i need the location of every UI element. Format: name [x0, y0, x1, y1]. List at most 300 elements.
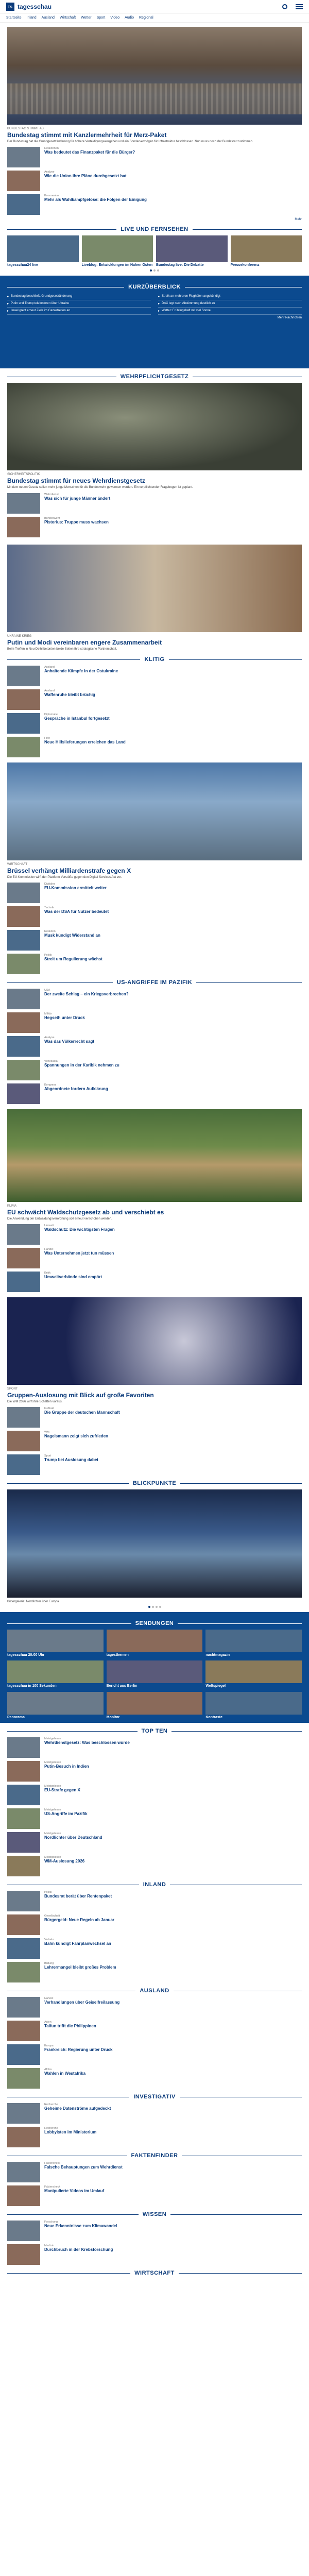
article-headline[interactable]: Hegseth unter Druck — [44, 1015, 85, 1020]
article-headline[interactable]: Die Gruppe der deutschen Mannschaft — [44, 1410, 120, 1415]
list-item[interactable] — [7, 1891, 302, 1911]
live-thumb[interactable] — [231, 235, 302, 262]
article-headline[interactable]: Taifun trifft die Philippinen — [44, 2024, 96, 2029]
article-kicker: Recherche — [44, 2103, 58, 2107]
brand-name[interactable]: tagesschau — [18, 3, 52, 10]
list-item[interactable] — [7, 1832, 302, 1853]
article-text — [44, 883, 302, 903]
nav-item[interactable]: Wetter — [81, 16, 92, 20]
list-item[interactable] — [7, 1431, 302, 1451]
article-thumb[interactable] — [7, 1891, 40, 1911]
article-thumb[interactable] — [7, 147, 40, 167]
show-thumb[interactable] — [205, 1660, 302, 1683]
article-kicker: Kritik — [44, 1271, 51, 1275]
article-thumb[interactable] — [7, 737, 40, 757]
article-thumb[interactable] — [7, 906, 40, 927]
list-item[interactable] — [7, 2221, 302, 2241]
show-title[interactable]: nachtmagazin — [205, 1653, 230, 1657]
article-kicker: Bundeswehr — [44, 516, 60, 520]
show-title[interactable]: tagesschau 20:00 Uhr — [7, 1653, 45, 1657]
show-card[interactable] — [7, 1660, 104, 1688]
article-thumb[interactable] — [7, 954, 40, 974]
article-text — [44, 1224, 302, 1245]
show-card[interactable] — [7, 1630, 104, 1657]
article-text — [44, 1248, 302, 1268]
bullet-icon: ▸ — [7, 310, 9, 313]
article-text — [44, 1737, 302, 1758]
list-item[interactable] — [7, 883, 302, 903]
article-thumb[interactable] — [7, 2162, 40, 2182]
article-thumb[interactable] — [7, 2068, 40, 2089]
briefing-section: KURZÜBERBLICK ▸ Bundestag beschließt Grundgesetzänderung ▸ Putin und Trump telefonieren über Ukraine ▸ Israel greift erneut Ziele im Gazastreifen an ▸ Streik an mehreren Flughäfen angekündigt ▸ DAX legt nach Abstimmung deutlich zu ▸ Wetter: Frühlingshaft mit viel Sonne Mehr Nachrichten — [0, 276, 309, 368]
article-kicker: Asien — [44, 2021, 52, 2024]
article-headline[interactable]: Nagelsmann zeigt sich zufrieden — [44, 1433, 109, 1438]
article-text — [44, 666, 302, 686]
article-headline[interactable]: Bundesrat berät über Rentenpaket — [44, 1894, 112, 1899]
article-kicker: Analyse — [44, 171, 55, 174]
article-headline[interactable]: Geheime Datenströme aufgedeckt — [44, 2106, 111, 2111]
briefing-more-link[interactable]: Mehr Nachrichten — [277, 316, 302, 320]
briefing-item-text[interactable]: Bundestag beschließt Grundgesetzänderung — [11, 295, 73, 298]
article-kicker: Meistgelesen — [44, 1856, 61, 1859]
article-headline[interactable]: US-Angriffe im Pazifik — [44, 1811, 88, 1817]
article-thumb[interactable] — [7, 1083, 40, 1104]
article-text — [44, 1808, 302, 1829]
article-thumb[interactable] — [7, 1808, 40, 1829]
list-item[interactable] — [7, 1761, 302, 1782]
article-thumb[interactable] — [7, 1962, 40, 1982]
article-headline[interactable]: Neue Hilfslieferungen erreichen das Land — [44, 739, 126, 744]
briefing-item[interactable] — [7, 300, 151, 308]
list-item[interactable] — [7, 2021, 302, 2041]
lead-headline[interactable]: Bundestag stimmt mit Kanzlermehrheit für Merz-Paket — [7, 131, 167, 139]
lead-kicker: BUNDESTAG STIMMT AB — [7, 127, 44, 130]
article-headline[interactable]: EU-Kommission ermittelt weiter — [44, 885, 107, 890]
article-kicker: Venezuela — [44, 1059, 58, 1063]
article-headline[interactable]: Gespräche in Istanbul fortgesetzt — [44, 716, 110, 721]
show-thumb[interactable] — [107, 1660, 203, 1683]
article-kicker: Militär — [44, 1012, 52, 1015]
article-kicker: Sport — [44, 1454, 52, 1458]
article-thumb[interactable] — [7, 1407, 40, 1428]
list-item[interactable] — [7, 1248, 302, 1268]
article-text — [44, 1407, 302, 1428]
wehr-image[interactable] — [7, 383, 302, 470]
article-headline[interactable]: Was bedeutet das Finanzpaket für die Bürger? — [44, 150, 135, 155]
article-headline[interactable]: Bürgergeld: Neue Regeln ab Januar — [44, 1918, 115, 1923]
logo-icon[interactable]: ts — [6, 3, 14, 11]
list-item[interactable] — [7, 2127, 302, 2147]
show-title[interactable]: tagesschau in 100 Sekunden — [7, 1684, 57, 1688]
article-kicker: Kommentar — [44, 194, 59, 198]
city-image[interactable] — [7, 762, 302, 860]
article-text — [44, 1785, 302, 1805]
article-text — [44, 2221, 302, 2241]
list-item[interactable] — [7, 2162, 302, 2182]
list-item[interactable] — [7, 1962, 302, 1982]
lead-image[interactable] — [7, 27, 302, 125]
list-item[interactable] — [7, 194, 302, 215]
show-card[interactable] — [205, 1692, 302, 1720]
article-thumb[interactable] — [7, 1224, 40, 1245]
article-headline[interactable]: Falsche Behauptungen zum Wehrdienst — [44, 2165, 123, 2170]
nav-item[interactable]: Startseite — [6, 16, 22, 20]
article-headline[interactable]: Was das Völkerrecht sagt — [44, 1039, 95, 1044]
article-headline[interactable]: Anhaltende Kämpfe in der Ostukraine — [44, 668, 118, 673]
article-thumb[interactable] — [7, 2221, 40, 2241]
article-kicker: Kongress — [44, 1083, 57, 1087]
live-card-title[interactable]: Bundestag live: Die Debatte — [156, 263, 204, 267]
putin-image[interactable] — [7, 545, 302, 632]
article-thumb[interactable] — [7, 666, 40, 686]
live-card[interactable] — [231, 235, 302, 267]
list-item[interactable] — [7, 954, 302, 974]
article-headline[interactable]: Musk kündigt Widerstand an — [44, 933, 100, 938]
list-item[interactable] — [7, 930, 302, 951]
article-kicker: Faktencheck — [44, 2185, 61, 2189]
article-text — [44, 1914, 302, 1935]
bullet-icon: ▸ — [158, 310, 160, 313]
article-kicker: Nahost — [44, 1997, 54, 2001]
article-headline[interactable]: Was Unternehmen jetzt tun müssen — [44, 1250, 114, 1256]
article-text — [44, 517, 302, 537]
article-kicker: Ausland — [44, 665, 55, 669]
show-thumb[interactable] — [205, 1630, 302, 1652]
menu-icon[interactable] — [296, 4, 303, 9]
list-item[interactable] — [7, 1224, 302, 1245]
list-item[interactable] — [7, 737, 302, 757]
article-thumb[interactable] — [7, 989, 40, 1009]
section-title: LIVE UND FERNSEHEN — [7, 226, 302, 232]
article-text — [44, 713, 302, 734]
list-item[interactable] — [7, 1914, 302, 1935]
list-item[interactable] — [7, 2068, 302, 2089]
nav-item[interactable]: Inland — [26, 16, 37, 20]
article-text — [44, 1083, 302, 1104]
article-thumb[interactable] — [7, 2127, 40, 2147]
show-title[interactable]: tagesthemen — [106, 1653, 129, 1657]
show-thumb[interactable] — [107, 1630, 203, 1652]
briefing-item[interactable] — [158, 293, 302, 300]
article-headline[interactable]: Lobbyisten im Ministerium — [44, 2130, 97, 2135]
page: ts tagesschau Startseite Inland Ausland Wirtschaft Wetter Sport Video Audio Regional BUNDESTAG STIMMT AB Bundestag stimmt mit Kanzlermehrheit für Merz-Paket Der Bundestag hat die Grundgesetzänderung für höhere Verteidigungsausgaben und ein Sondervermögen für Infrastruktur beschlossen. Nun muss noch der Bundesrat zustimmen. Reaktionen Was bedeutet das Finanzpaket für die Bürger? Analyse Wie die Union ihre Pläne durchgesetzt hat Kommentar Mehr als Wahlkampfgetöse: die Folgen der Einigung Mehr LIVE UND FERNSEHEN tagesschau24 live Liveblog: Entwicklungen im Nahen Osten Bundestag live: Die Debatte Pressekonferenz KURZÜBERBLICK ▸ Bundestag beschließt Grundgesetzänderung ▸ Putin und Trump telefonieren über Ukraine ▸ Israel greift erneut Ziele im Gazastreifen an ▸ Streik an mehreren Flughäfen angekündigt ▸ DAX legt nach Abstimmung deutlich zu ▸ Wetter: Frühlingshaft mit viel Sonne Mehr Nachrichten WEHRPFLICHTGESETZ SICHERHEITSPOLITIK Bundestag stimmt für neues Wehrdienstgesetz Mit dem neuen Gesetz sollen mehr junge Menschen für die Bundeswehr gewonnen werden. Ein verpflichtender Fragebogen ist geplant. Wehrdienst Was sich für junge Männer ändert Bundeswehr Pistorius: Truppe muss wachsen UKRAINE-KRIEG Putin und Modi vereinbaren engere Zusammenarbeit Beim Treffen in Neu-Delhi betonten beide Seiten ihre strategische Partnerschaft. KLITIG Ausland Anhaltende Kämpfe in der Ostukraine Ausland Waffenruhe bleibt brüchig Diplomatie Gespräche in Istanbul fortgesetzt Hilfe Neue Hilfslieferungen erreichen das Land WIRTSCHAFT Brüssel verhängt Milliardenstrafe gegen X Die EU-Kommission wirft der Plattform Verstöße gegen den Digital Services Act vor. Digitales EU-Kommission ermittelt weiter Technik Was der DSA für Nutzer bedeutet Reaktion Musk kündigt Widerstand an Politik Streit um Regulierung wächst US-ANGRIFFE IM PAZIFIK USA Der zweite Schlag – ein Kriegsverbrechen? Militär Hegseth unter Druck Analyse Was das Völkerrecht sagt Venezuela Spannungen in der Karibik nehmen zu Kongress Abgeordnete fordern Aufklärung KLIMA EU schwächt Waldschutzgesetz ab und verschiebt es Die Anwendung der Entwaldungsverordnung soll erneut verschoben werden. Umwelt Waldschutz: Die wichtigsten Fragen Handel Was Unternehmen jetzt tun müssen Kritik Umweltverbände sind empört SPORT Gruppen-Auslosung mit Blick auf große Favoriten Die WM 2026 wirft ihre Schatten voraus. Fußball Die Gruppe der deutschen Mannschaft WM Nagelsmann zeigt sich zufrieden Sport Trump bei Auslosung dabei BLICKPUNKTE Bildergalerie: Nordlichter über Europa SENDUNGEN tagesschau 20:00 Uhr tagesthemen nachtmagazin tagesschau in 100 Sekunden Bericht aus Berlin Weltspiegel Panorama Monitor Kontraste TOP TEN Meistgelesen Wehrdienstgesetz: Was beschlossen wurde Meistgelesen Putin-Besuch in Indien Meistgelesen EU-Strafe gegen X Meistgelesen US-Angriffe im Pazifik Meistgelesen Nordlichter über Deutschland Meistgelesen WM-Auslosung 2026 INLAND Politik Bundesrat berät über Rentenpaket Gesellschaft Bürgergeld: Neue Regeln ab Januar Verkehr Bahn kündigt Fahrplanwechsel an Bildung Lehrermangel bleibt großes Problem AUSLAND Nahost Verhandlungen über Geiselfreilassung Asien Taifun trifft die Philippinen Europa Frankreich: Regierung unter Druck Afrika Wahlen in Westafrika INVESTIGATIV Recherche Geheime Datenströme aufgedeckt Recherche Lobbyisten im Ministerium FAKTENFINDER Faktencheck Falsche Behauptungen zum Wehrdienst Faktencheck Manipulierte Videos im Umlauf WISSEN Forschung Neue Erkenntnisse zum Klimawandel Medizin Durchbruch in der Krebsforschung WIRTSCHAFT — [0, 0, 309, 2576]
article-text — [44, 1856, 302, 1876]
show-card[interactable] — [205, 1630, 302, 1657]
list-item[interactable] — [7, 1083, 302, 1104]
article-headline[interactable]: Mehr als Wahlkampfgetöse: die Folgen der Einigung — [44, 197, 147, 202]
live-thumb[interactable] — [7, 235, 79, 262]
show-card[interactable] — [107, 1630, 203, 1657]
article-text — [44, 737, 302, 757]
show-thumb[interactable] — [107, 1692, 203, 1715]
article-text — [44, 1454, 302, 1475]
fifa-image[interactable] — [7, 1297, 302, 1385]
article-thumb[interactable] — [7, 1454, 40, 1475]
article-thumb[interactable] — [7, 1832, 40, 1853]
list-item[interactable] — [7, 1036, 302, 1057]
article-thumb[interactable] — [7, 1997, 40, 2018]
article-thumb[interactable] — [7, 493, 40, 514]
article-kicker: Wehrdienst — [44, 493, 59, 496]
show-title[interactable]: Panorama — [7, 1715, 25, 1719]
nav-item[interactable]: Ausland — [41, 16, 55, 20]
article-headline[interactable]: Spannungen in der Karibik nehmen zu — [44, 1062, 119, 1067]
article-kicker: Meistgelesen — [44, 1785, 61, 1788]
show-title[interactable]: Weltspiegel — [205, 1684, 226, 1688]
sendungen-section: SENDUNGEN tagesschau 20:00 Uhr tagesthemen nachtmagazin tagesschau in 100 Sekunden Bericht aus Berlin Weltspiegel Panorama Monitor Kontraste — [0, 1612, 309, 1723]
article-kicker: Verkehr — [44, 1938, 54, 1942]
article-thumb[interactable] — [7, 517, 40, 537]
briefing-item-text[interactable]: Israel greift erneut Ziele im Gazastreifen an — [11, 309, 71, 313]
show-thumb[interactable] — [7, 1692, 104, 1715]
list-item[interactable] — [7, 1454, 302, 1475]
bullet-icon: ▸ — [158, 295, 160, 299]
article-text — [44, 2244, 302, 2265]
article-thumb[interactable] — [7, 2244, 40, 2265]
live-thumb[interactable] — [82, 235, 153, 262]
article-kicker: Analyse — [44, 1036, 55, 1039]
article-thumb[interactable] — [7, 1431, 40, 1451]
carousel-dots[interactable] — [7, 269, 302, 272]
article-kicker: Bildung — [44, 1962, 54, 1965]
article-kicker: Meistgelesen — [44, 1761, 61, 1765]
article-kicker: Europa — [44, 2044, 54, 2048]
briefing-item[interactable] — [158, 300, 302, 308]
nav-item[interactable]: Sport — [96, 16, 106, 20]
article-kicker: Recherche — [44, 2127, 58, 2130]
search-icon[interactable] — [282, 4, 287, 9]
article-text — [44, 1036, 302, 1057]
article-kicker: USA — [44, 988, 50, 992]
briefing-item-text[interactable]: DAX legt nach Abstimmung deutlich zu — [162, 302, 215, 306]
live-card-title[interactable]: tagesschau24 live — [7, 263, 38, 267]
show-card[interactable] — [7, 1692, 104, 1720]
bullet-icon: ▸ — [7, 302, 9, 306]
briefing-item-text[interactable]: Streik an mehreren Flughäfen angekündigt — [162, 295, 220, 298]
nav-item[interactable]: Regional — [139, 16, 153, 20]
article-text — [44, 2021, 302, 2041]
article-kicker: Umwelt — [44, 1224, 54, 1227]
show-thumb[interactable] — [7, 1660, 104, 1683]
article-headline[interactable]: Pistorius: Truppe muss wachsen — [44, 519, 109, 524]
article-text — [44, 2044, 302, 2065]
article-text — [44, 171, 302, 191]
article-text — [44, 2185, 302, 2206]
article-text — [44, 1272, 302, 1292]
list-item[interactable] — [7, 989, 302, 1009]
list-item[interactable] — [7, 689, 302, 710]
article-thumb[interactable] — [7, 2185, 40, 2206]
briefing-item[interactable] — [7, 308, 151, 315]
article-text — [44, 2103, 302, 2124]
list-item[interactable] — [7, 1856, 302, 1876]
article-text — [44, 1997, 302, 2018]
article-thumb[interactable] — [7, 1012, 40, 1033]
article-headline[interactable]: Umweltverbände sind empört — [44, 1274, 102, 1279]
live-thumb[interactable] — [156, 235, 228, 262]
article-headline[interactable]: Wahlen in Westafrika — [44, 2071, 86, 2076]
list-item[interactable] — [7, 906, 302, 927]
list-item[interactable] — [7, 1737, 302, 1758]
article-thumb[interactable] — [7, 883, 40, 903]
article-headline[interactable]: Streit um Regulierung wächst — [44, 956, 102, 961]
article-headline[interactable]: Was sich für junge Männer ändert — [44, 496, 111, 501]
article-headline[interactable]: Neue Erkenntnisse zum Klimawandel — [44, 2224, 117, 2229]
show-thumb[interactable] — [7, 1630, 104, 1652]
article-thumb[interactable] — [7, 2044, 40, 2065]
article-thumb[interactable] — [7, 1737, 40, 1758]
article-thumb[interactable] — [7, 2021, 40, 2041]
list-item[interactable] — [7, 517, 302, 537]
briefing-item[interactable] — [7, 293, 151, 300]
article-text — [44, 1431, 302, 1451]
list-item[interactable] — [7, 2185, 302, 2206]
article-thumb[interactable] — [7, 930, 40, 951]
article-thumb[interactable] — [7, 1938, 40, 1959]
article-headline[interactable]: Was der DSA für Nutzer bedeutet — [44, 909, 109, 914]
article-headline[interactable]: Durchbruch in der Krebsforschung — [44, 2247, 113, 2252]
show-title[interactable]: Bericht aus Berlin — [106, 1684, 138, 1688]
article-kicker: WM — [44, 1430, 49, 1434]
list-item[interactable] — [7, 666, 302, 686]
article-text — [44, 1761, 302, 1782]
article-thumb[interactable] — [7, 689, 40, 710]
article-headline[interactable]: Wie die Union ihre Pläne durchgesetzt hat — [44, 174, 127, 179]
bullet-icon: ▸ — [158, 302, 160, 306]
show-thumb[interactable] — [205, 1692, 302, 1715]
article-text — [44, 194, 302, 215]
article-kicker: Gesellschaft — [44, 1914, 60, 1918]
article-headline[interactable]: Der zweite Schlag – ein Kriegsverbrechen? — [44, 991, 129, 996]
article-kicker: Reaktion — [44, 929, 56, 933]
article-headline[interactable]: Waffenruhe bleibt brüchig — [44, 692, 95, 697]
article-kicker: Fußball — [44, 1406, 54, 1410]
article-headline[interactable]: Nordlichter über Deutschland — [44, 1835, 102, 1840]
main-nav — [0, 13, 309, 23]
article-thumb[interactable] — [7, 713, 40, 734]
article-kicker: Digitales — [44, 882, 56, 886]
article-headline[interactable]: Bahn kündigt Fahrplanwechsel an — [44, 1941, 111, 1946]
article-thumb[interactable] — [7, 1914, 40, 1935]
article-kicker: Hilfe — [44, 736, 50, 740]
show-card[interactable] — [107, 1660, 203, 1688]
list-item[interactable] — [7, 1938, 302, 1959]
article-text — [44, 1060, 302, 1080]
article-headline[interactable]: Lehrermangel bleibt großes Problem — [44, 1965, 116, 1970]
list-item[interactable] — [7, 2244, 302, 2265]
list-item[interactable] — [7, 493, 302, 514]
article-text — [44, 689, 302, 710]
article-thumb[interactable] — [7, 1036, 40, 1057]
article-text — [44, 930, 302, 951]
article-thumb[interactable] — [7, 1060, 40, 1080]
article-headline[interactable]: Frankreich: Regierung unter Druck — [44, 2047, 113, 2053]
article-kicker: Medizin — [44, 2244, 54, 2248]
article-text — [44, 2068, 302, 2089]
show-title[interactable]: Monitor — [106, 1715, 120, 1719]
nav-item[interactable]: Wirtschaft — [59, 16, 76, 20]
article-thumb[interactable] — [7, 2103, 40, 2124]
live-card[interactable] — [82, 235, 153, 267]
article-headline[interactable]: Trump bei Auslosung dabei — [44, 1457, 98, 1462]
article-text — [44, 493, 302, 514]
article-kicker: Handel — [44, 1247, 54, 1251]
article-kicker: Forschung — [44, 2221, 58, 2224]
article-text — [44, 1012, 302, 1033]
list-item[interactable] — [7, 713, 302, 734]
briefing-item-text[interactable]: Wetter: Frühlingshaft mit viel Sonne — [162, 309, 211, 313]
list-item[interactable] — [7, 1785, 302, 1805]
gallery-image[interactable] — [7, 1489, 302, 1598]
article-headline[interactable]: Putin-Besuch in Indien — [44, 1764, 89, 1769]
forest-image[interactable] — [7, 1109, 302, 1202]
article-kicker: Meistgelesen — [44, 1737, 61, 1741]
article-headline[interactable]: Abgeordnete fordern Aufklärung — [44, 1086, 108, 1091]
article-thumb[interactable] — [7, 1856, 40, 1876]
article-headline[interactable]: Manipulierte Videos im Umlauf — [44, 2189, 105, 2194]
list-item[interactable] — [7, 1060, 302, 1080]
show-card[interactable] — [107, 1692, 203, 1720]
nav-item[interactable]: Audio — [125, 16, 134, 20]
article-thumb[interactable] — [7, 1272, 40, 1292]
article-headline[interactable]: EU-Strafe gegen X — [44, 1788, 80, 1793]
briefing-item-text[interactable]: Putin und Trump telefonieren über Ukraine — [11, 302, 70, 306]
article-kicker: Ausland — [44, 689, 55, 692]
article-headline[interactable]: Waldschutz: Die wichtigsten Fragen — [44, 1227, 115, 1232]
lead-teaser: Der Bundestag hat die Grundgesetzänderung für höhere Verteidigungsausgaben und ein Sondervermögen für Infrastruktur beschlossen. Nun muss noch der Bundesrat zustimmen. — [7, 140, 253, 143]
show-title[interactable]: Kontraste — [205, 1715, 223, 1719]
article-headline[interactable]: Wehrdienstgesetz: Was beschlossen wurde — [44, 1740, 130, 1745]
live-card[interactable] — [7, 235, 79, 267]
article-text — [44, 1938, 302, 1959]
article-headline[interactable]: WM-Auslosung 2026 — [44, 1859, 85, 1864]
show-card[interactable] — [205, 1660, 302, 1688]
article-text — [44, 954, 302, 974]
article-kicker: Afrika — [44, 2068, 52, 2072]
list-item[interactable] — [7, 1272, 302, 1292]
list-item[interactable] — [7, 1808, 302, 1829]
article-text — [44, 1891, 302, 1911]
nav-item[interactable]: Video — [110, 16, 120, 20]
list-item[interactable] — [7, 1407, 302, 1428]
live-card-title[interactable]: Pressekonferenz — [230, 263, 260, 267]
article-thumb[interactable] — [7, 194, 40, 215]
list-item[interactable] — [7, 1012, 302, 1033]
article-thumb[interactable] — [7, 1785, 40, 1805]
article-kicker: Diplomatie — [44, 713, 58, 716]
article-thumb[interactable] — [7, 1761, 40, 1782]
article-thumb[interactable] — [7, 1248, 40, 1268]
article-thumb[interactable] — [7, 171, 40, 191]
live-card-title[interactable]: Liveblog: Entwicklungen im Nahen Osten — [81, 263, 153, 267]
more-link[interactable]: Mehr — [295, 218, 302, 222]
article-text — [44, 2127, 302, 2147]
list-item[interactable] — [7, 2103, 302, 2124]
article-headline[interactable]: Verhandlungen über Geiselfreilassung — [44, 2000, 120, 2005]
briefing-item[interactable] — [158, 308, 302, 315]
article-text — [44, 1832, 302, 1853]
article-kicker: Politik — [44, 953, 52, 957]
live-card[interactable] — [156, 235, 228, 267]
article-kicker: Politik — [44, 1891, 52, 1894]
article-text — [44, 147, 302, 167]
list-item[interactable] — [7, 171, 302, 191]
list-item[interactable] — [7, 147, 302, 167]
list-item[interactable] — [7, 2044, 302, 2065]
article-text — [44, 1962, 302, 1982]
list-item[interactable] — [7, 1997, 302, 2018]
bullet-icon: ▸ — [7, 295, 9, 299]
